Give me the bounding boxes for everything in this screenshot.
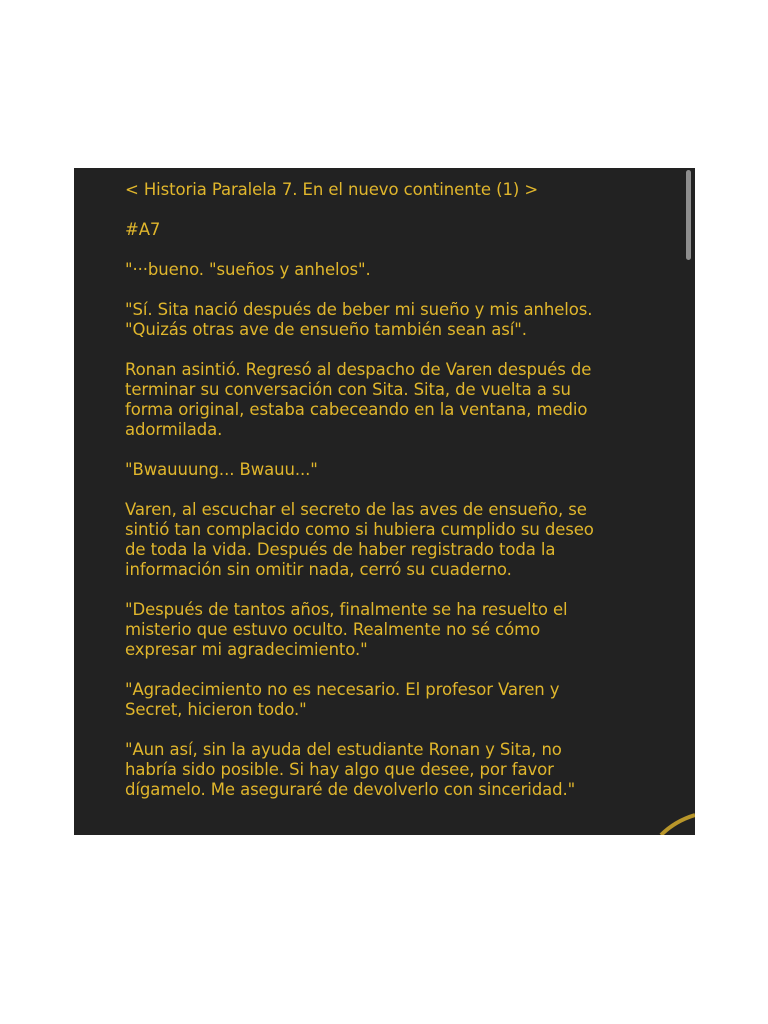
chapter-tag: #A7 — [125, 220, 161, 239]
paragraph: "Bwauuung... Bwauu..." — [125, 460, 318, 479]
corner-decoration-arc — [655, 805, 695, 835]
paragraph: "Agradecimiento no es necesario. El profesor Varen y Secret, hicieron todo." — [125, 680, 560, 719]
reader-panel[interactable] — [74, 168, 695, 835]
chapter-title: < Historia Paralela 7. En el nuevo continente (1) > — [125, 180, 539, 199]
scrollbar-thumb[interactable] — [686, 170, 691, 260]
paragraph: Varen, al escuchar el secreto de las aves de ensueño, se sintió tan complacido como si hubiera cumplido su deseo de toda la vida. Después de haber registrado toda la información sin omitir nada, cerró su cuaderno. — [125, 500, 594, 579]
paragraph: "Después de tantos años, finalmente se ha resuelto el misterio que estuvo oculto. Realmente no sé cómo expresar mi agradecimiento." — [125, 600, 568, 659]
paragraph: "Aun así, sin la ayuda del estudiante Ronan y Sita, no habría sido posible. Si hay algo que desee, por favor dígamelo. Me aseguraré de devolverlo con sinceridad." — [125, 740, 576, 799]
paragraph: "···bueno. "sueños y anhelos". — [125, 260, 371, 279]
paragraph: Ronan asintió. Regresó al despacho de Varen después de terminar su conversación con Sita. Sita, de vuelta a su forma original, estaba cabeceando en la ventana, medio adormilada. — [125, 360, 592, 439]
paragraph: "Sí. Sita nació después de beber mi sueño y mis anhelos. "Quizás otras ave de ensueño también sean así". — [125, 300, 593, 339]
story-text — [125, 180, 665, 820]
